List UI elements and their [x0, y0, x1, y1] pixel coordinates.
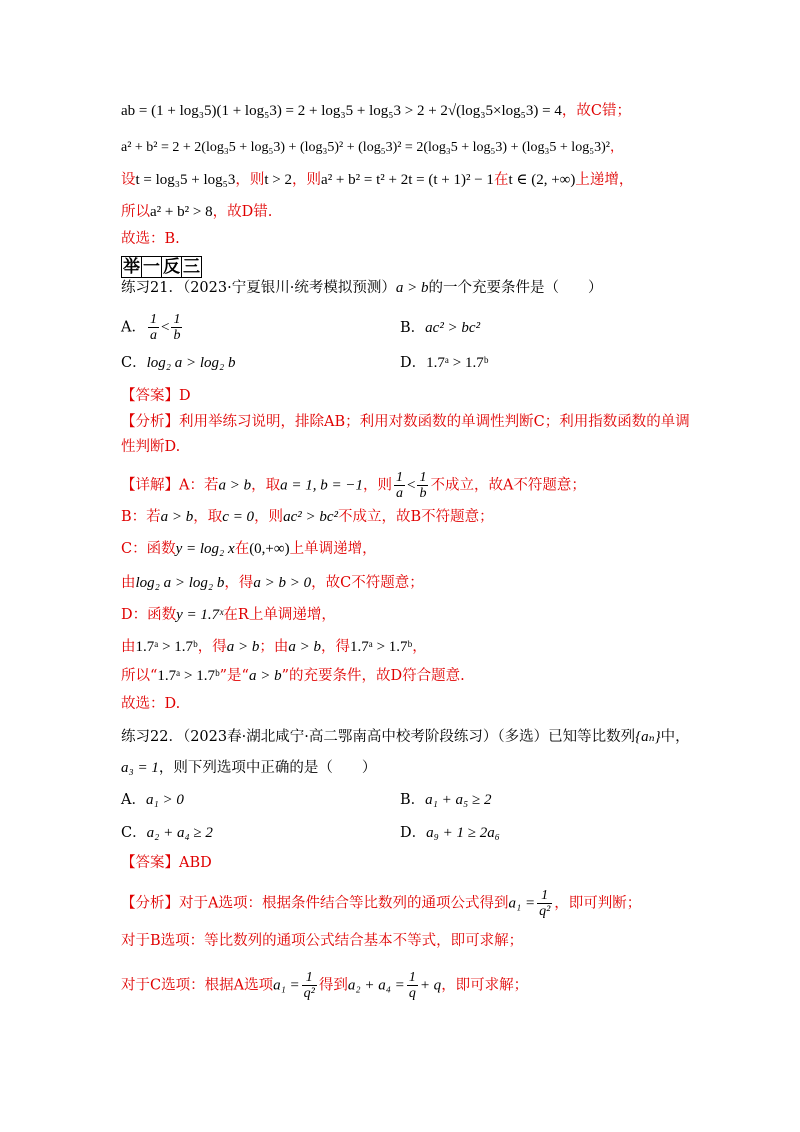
q22-stem-sequence: {aₙ}: [635, 729, 661, 745]
math: a > b > 0: [253, 575, 312, 591]
q21-stem: [121, 278, 740, 298]
text: 在R上单调递增，: [223, 607, 336, 623]
q22-option-d: [400, 823, 500, 843]
q22-stem-line2: [121, 758, 740, 778]
relation-lt: <: [406, 477, 416, 494]
text: 不成立，故B不符题意；: [338, 509, 494, 525]
solution-choice-b: 故选：B.: [121, 231, 180, 247]
q22-stem-a3: a₃ = 1: [121, 760, 159, 776]
q22-option-c-label: C．: [121, 825, 147, 841]
fraction-1-over-b: $\frac{1}{b}$: [419, 470, 427, 501]
q21-option-d-math: 1.7ᵃ > 1.7ᵇ: [426, 355, 489, 371]
text: 由: [121, 639, 136, 655]
text-then1: ，则: [235, 172, 265, 188]
text: 得到: [318, 977, 348, 994]
text: ”的充要条件，故D符合题意.: [281, 668, 465, 684]
section-label-char-3: 反: [163, 257, 180, 277]
text: D：函数: [121, 607, 177, 623]
section-label-boxes: [121, 256, 201, 278]
q21-analysis-line1: 【分析】利用举练习说明，排除AB；利用对数函数的单调性判断C；利用指数函数的单调: [121, 414, 690, 430]
q22-option-b-math: a₁ + a₅ ≥ 2: [425, 792, 492, 808]
text: ，: [412, 639, 427, 655]
q22-option-c: [121, 823, 213, 843]
text: 在: [234, 541, 250, 557]
q21-option-b-label: B．: [400, 320, 426, 336]
q21-option-d-label: D．: [400, 355, 427, 371]
math: y = 1.7ˣ: [176, 607, 224, 623]
text: 所以“: [121, 668, 158, 684]
math-a2b2-gt-8: a² + b² > 8: [150, 204, 213, 220]
q22-option-a-label: A．: [121, 792, 146, 808]
relation-lt: <: [160, 319, 170, 336]
q21-option-a-label: A．: [121, 319, 146, 336]
fraction-1-over-q: $\frac{1}{q}$: [408, 970, 416, 1001]
q21-detail-d2: [121, 637, 740, 657]
math: a > b: [248, 668, 282, 684]
text: ，得: [197, 639, 227, 655]
math: a > b: [218, 477, 252, 494]
q21-analysis-line2: 性判断D.: [121, 439, 181, 455]
fraction-1-over-a: $\frac{1}{a}$: [395, 470, 403, 501]
q21-answer: 【答案】D: [121, 388, 191, 404]
text-c-wrong: ，故C错；: [561, 103, 631, 119]
text: 对于C选项：根据A选项: [121, 977, 274, 994]
math-t-gt-2: t > 2: [264, 172, 293, 188]
q22-analysis-b: 对于B选项：等比数列的通项公式结合基本不等式，即可求解；: [121, 933, 524, 949]
text: ，故C不符题意；: [311, 575, 424, 591]
math-ab-expression: ab = (1 + log₃5)(1 + log₅3) = 2 + log₃5 + log₅3 > 2 + 2√(log₃5×log₅3) = 4: [121, 103, 562, 119]
text: ，得: [320, 639, 350, 655]
text-d-wrong: ，故D错.: [212, 204, 273, 220]
q21-detail-b: [121, 507, 740, 527]
text: ，则: [362, 477, 392, 494]
math: a₁ =: [508, 895, 536, 912]
q22-option-a-math: a₁ > 0: [145, 792, 184, 808]
text: C：函数: [121, 541, 176, 557]
text: 由: [121, 575, 136, 591]
math: + q: [419, 977, 442, 994]
math: 1.7ᵃ > 1.7ᵇ: [349, 639, 413, 655]
text: 【详解】A：若: [121, 477, 219, 494]
q21-option-a: [121, 312, 184, 343]
math: a > b: [160, 509, 194, 525]
text-then2: ，则: [292, 172, 322, 188]
math: log₂ a > log₂ b: [135, 575, 225, 591]
text: B：若: [121, 509, 161, 525]
q22-stem-source: 练习22．（2023春·湖北咸宁·高二鄂南高中校考阶段练习）（多选）已知等比数列: [121, 729, 636, 745]
text-at: 在: [493, 172, 509, 188]
math: ac² > bc²: [283, 509, 338, 525]
q22-option-a: [121, 790, 184, 810]
solution-line-so: [121, 202, 740, 222]
fraction-1-over-b: $\frac{1}{b}$: [173, 312, 181, 343]
q21-option-b: [400, 318, 480, 338]
math: (0,+∞): [249, 541, 290, 557]
math: 1.7ᵃ > 1.7ᵇ: [135, 639, 198, 655]
math: a₂ + a₄ =: [347, 977, 405, 994]
text-comma: ，: [609, 139, 624, 155]
text: ，取: [193, 509, 223, 525]
math: y = log₂ x: [175, 541, 235, 557]
q21-detail-c: [121, 539, 740, 559]
q21-stem-math: a > b: [395, 280, 429, 296]
math: a > b: [288, 639, 321, 655]
solution-line-ab: [121, 101, 740, 121]
q21-stem-question: 的一个充要条件是（ ）: [428, 280, 603, 296]
math-t-quadratic: a² + b² = t² + 2t = (t + 1)² − 1: [321, 172, 494, 188]
text: 【分析】对于A选项：根据条件结合等比数列的通项公式得到: [121, 895, 509, 912]
q22-option-b-label: B．: [400, 792, 426, 808]
math-t-interval: t ∈ (2, +∞): [508, 172, 576, 188]
math: 1.7ᵃ > 1.7ᵇ: [157, 668, 220, 684]
q22-answer: 【答案】ABD: [121, 855, 212, 871]
text: ，即可判断；: [554, 895, 642, 912]
q21-stem-source: 练习21．（2023·宁夏银川·统考模拟预测）: [121, 280, 396, 296]
q22-option-b: [400, 790, 491, 810]
q22-option-c-math: a₂ + a₄ ≥ 2: [146, 825, 213, 841]
text-increasing: 上递增，: [575, 172, 634, 188]
text: ，取: [251, 477, 281, 494]
text: ，则: [254, 509, 284, 525]
q21-detail-d: [121, 605, 740, 625]
text-set: 设: [121, 172, 136, 188]
text: 上单调递增，: [289, 541, 377, 557]
section-label-char-1: 举: [123, 257, 140, 277]
solution-line-set-t: [121, 170, 740, 190]
math: a₁ =: [273, 977, 300, 994]
text: 不成立，故A不符题意；: [430, 477, 586, 494]
text: ”是“: [219, 668, 249, 684]
q22-option-d-math: a₉ + 1 ≥ 2a₆: [426, 825, 500, 841]
text: ，得: [224, 575, 254, 591]
q22-analysis-c: [121, 970, 740, 1001]
q21-option-c-math: log₂ a > log₂ b: [146, 355, 236, 371]
text-so: 所以: [121, 204, 150, 220]
q21-detail-conclusion: [121, 666, 740, 686]
q21-option-c-label: C．: [121, 355, 147, 371]
q21-option-d: [400, 353, 488, 373]
fraction-1-over-q2: $\frac{1}{\text{q²}}$: [539, 888, 551, 919]
q21-detail-a: [121, 470, 740, 501]
text: 中，: [660, 729, 690, 745]
math-t-def: t = log₃5 + log₅3: [135, 172, 236, 188]
solution-line-a2b2: [121, 137, 740, 158]
math-a2b2-expression: a² + b² = 2 + 2(log₃5 + log₅3) + (log₃5)² + (log₅3)² = 2(log₃5 + log₅3) + (log₃5 + log₅3)²: [121, 140, 610, 155]
q22-stem-line1: [121, 727, 740, 747]
q21-final-choice: 故选：D.: [121, 696, 181, 712]
fraction-1-over-a: $\frac{1}{a}$: [149, 312, 157, 343]
section-label-char-2: 一: [143, 257, 160, 277]
math: a = 1, b = −1: [280, 477, 363, 494]
text: ；由: [259, 639, 289, 655]
q21-option-b-math: ac² > bc²: [425, 320, 481, 336]
q21-detail-c2: [121, 573, 740, 593]
math: c = 0: [222, 509, 255, 525]
q22-analysis-a: [121, 888, 740, 919]
text: ，即可求解；: [441, 977, 529, 994]
fraction-1-over-q2: $\frac{1}{\text{q²}}$: [303, 970, 315, 1001]
math: a > b: [226, 639, 260, 655]
text: ，则下列选项中正确的是（ ）: [158, 760, 377, 776]
q22-option-d-label: D．: [400, 825, 427, 841]
section-label-char-4: 三: [183, 257, 200, 277]
q21-option-c: [121, 353, 236, 373]
